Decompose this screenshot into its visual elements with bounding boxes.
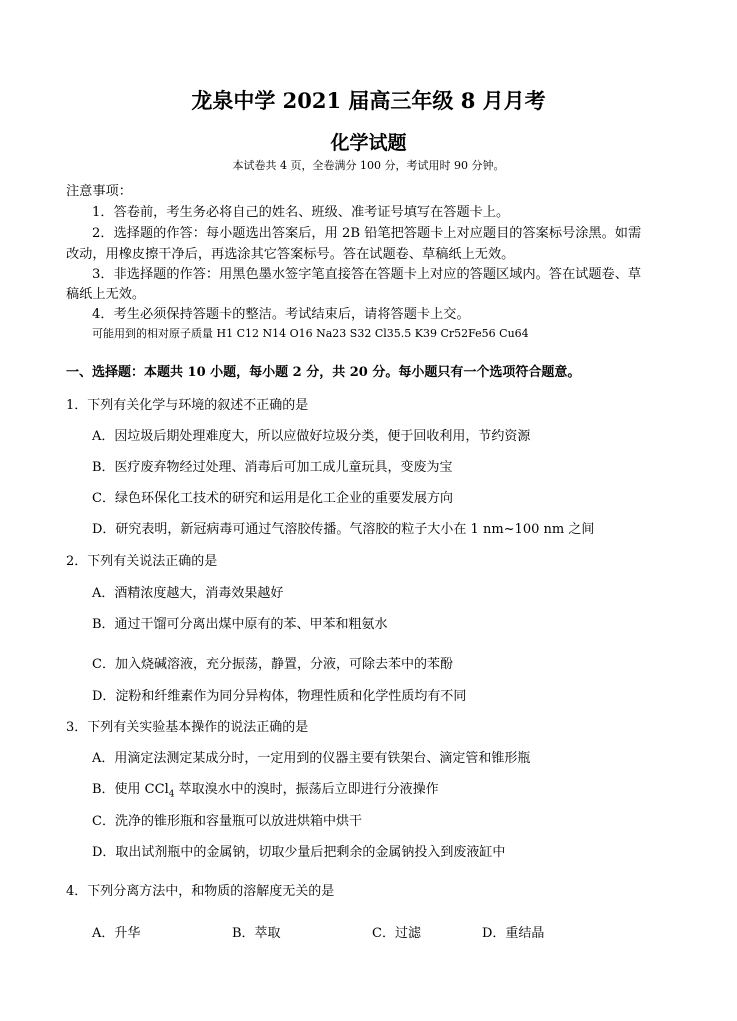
question-3-option-d: D．取出试剂瓶中的金属钠，切取少量后把剩余的金属钠投入到废液缸中: [92, 845, 506, 860]
question-1-option-a: A．因垃圾后期处理难度大，所以应做好垃圾分类，便于回收利用，节约资源: [92, 429, 531, 444]
question-4-stem: 4．下列分离方法中，和物质的溶解度无关的是: [66, 884, 335, 899]
notice-item-1: 1．答卷前，考生务必将自己的姓名、班级、准考证号填写在答题卡上。: [92, 205, 510, 220]
option-b-prefix: B．使用 CCl: [92, 782, 169, 797]
section-heading: 一、选择题：本题共 10 小题，每小题 2 分，共 20 分。每小题只有一个选项符合题意。: [66, 365, 581, 380]
exam-subtitle: 化学试题: [330, 132, 407, 154]
question-2-option-d: D．淀粉和纤维素作为同分异构体，物理性质和化学性质均有不同: [92, 689, 467, 704]
notice-item-2-line-1: 2．选择题的作答：每小题选出答案后，用 2B 铅笔把答题卡上对应题目的答案标号涂黑。如需: [92, 226, 642, 241]
question-4-option-d: D．重结晶: [482, 926, 545, 941]
question-1-stem: 1．下列有关化学与环境的叙述不正确的是: [66, 398, 309, 413]
question-3-option-c: C．洗净的锥形瓶和容量瓶可以放进烘箱中烘干: [92, 814, 362, 829]
exam-info: 本试卷共 4 页，全卷满分 100 分，考试用时 90 分钟。: [232, 159, 505, 172]
question-3-option-b: [92, 778, 439, 800]
notice-item-3-line-2: 稿纸上无效。: [66, 287, 146, 302]
question-2-option-b: B．通过干馏可分离出煤中原有的苯、甲苯和粗氨水: [92, 617, 388, 632]
question-2-option-c: C．加入烧碱溶液，充分振荡，静置，分液，可除去苯中的苯酚: [92, 657, 453, 672]
notice-heading: 注意事项：: [66, 184, 132, 199]
question-1-option-d: D．研究表明，新冠病毒可通过气溶胶传播。气溶胶的粒子大小在 1 nm~100 nm 之间: [92, 522, 595, 537]
exam-title: 龙泉中学 2021 届高三年级 8 月月考: [191, 88, 546, 113]
chem-subscript: 4: [168, 789, 175, 800]
notice-item-4: 4．考生必须保持答题卡的整洁。考试结束后，请将答题卡上交。: [92, 307, 470, 322]
question-4-option-c: C．过滤: [372, 926, 421, 941]
option-b-suffix: 萃取溴水中的溴时，振荡后立即进行分液操作: [174, 782, 439, 797]
question-1-option-c: C．绿色环保化工技术的研究和运用是化工企业的重要发展方向: [92, 491, 453, 506]
question-4-option-a: A．升华: [92, 926, 141, 941]
question-2-option-a: A．酒精浓度越大，消毒效果越好: [92, 586, 284, 601]
atomic-masses: 可能用到的相对原子质量 H1 C12 N14 O16 Na23 S32 Cl35.5 K39 Cr52Fe56 Cu64: [92, 327, 529, 340]
question-2-stem: 2．下列有关说法正确的是: [66, 554, 218, 569]
notice-item-3-line-1: 3．非选择题的作答：用黑色墨水签字笔直接答在答题卡上对应的答题区域内。答在试题卷、草: [92, 267, 642, 282]
question-3-option-a: A．用滴定法测定某成分时，一定用到的仪器主要有铁架台、滴定管和锥形瓶: [92, 751, 531, 766]
notice-item-2-line-2: 改动，用橡皮擦干净后，再选涂其它答案标号。答在试题卷、草稿纸上无效。: [66, 247, 515, 262]
question-3-stem: 3．下列有关实验基本操作的说法正确的是: [66, 720, 309, 735]
question-4-option-b: B．萃取: [232, 926, 281, 941]
question-1-option-b: B．医疗废弃物经过处理、消毒后可加工成儿童玩具，变废为宝: [92, 460, 453, 475]
